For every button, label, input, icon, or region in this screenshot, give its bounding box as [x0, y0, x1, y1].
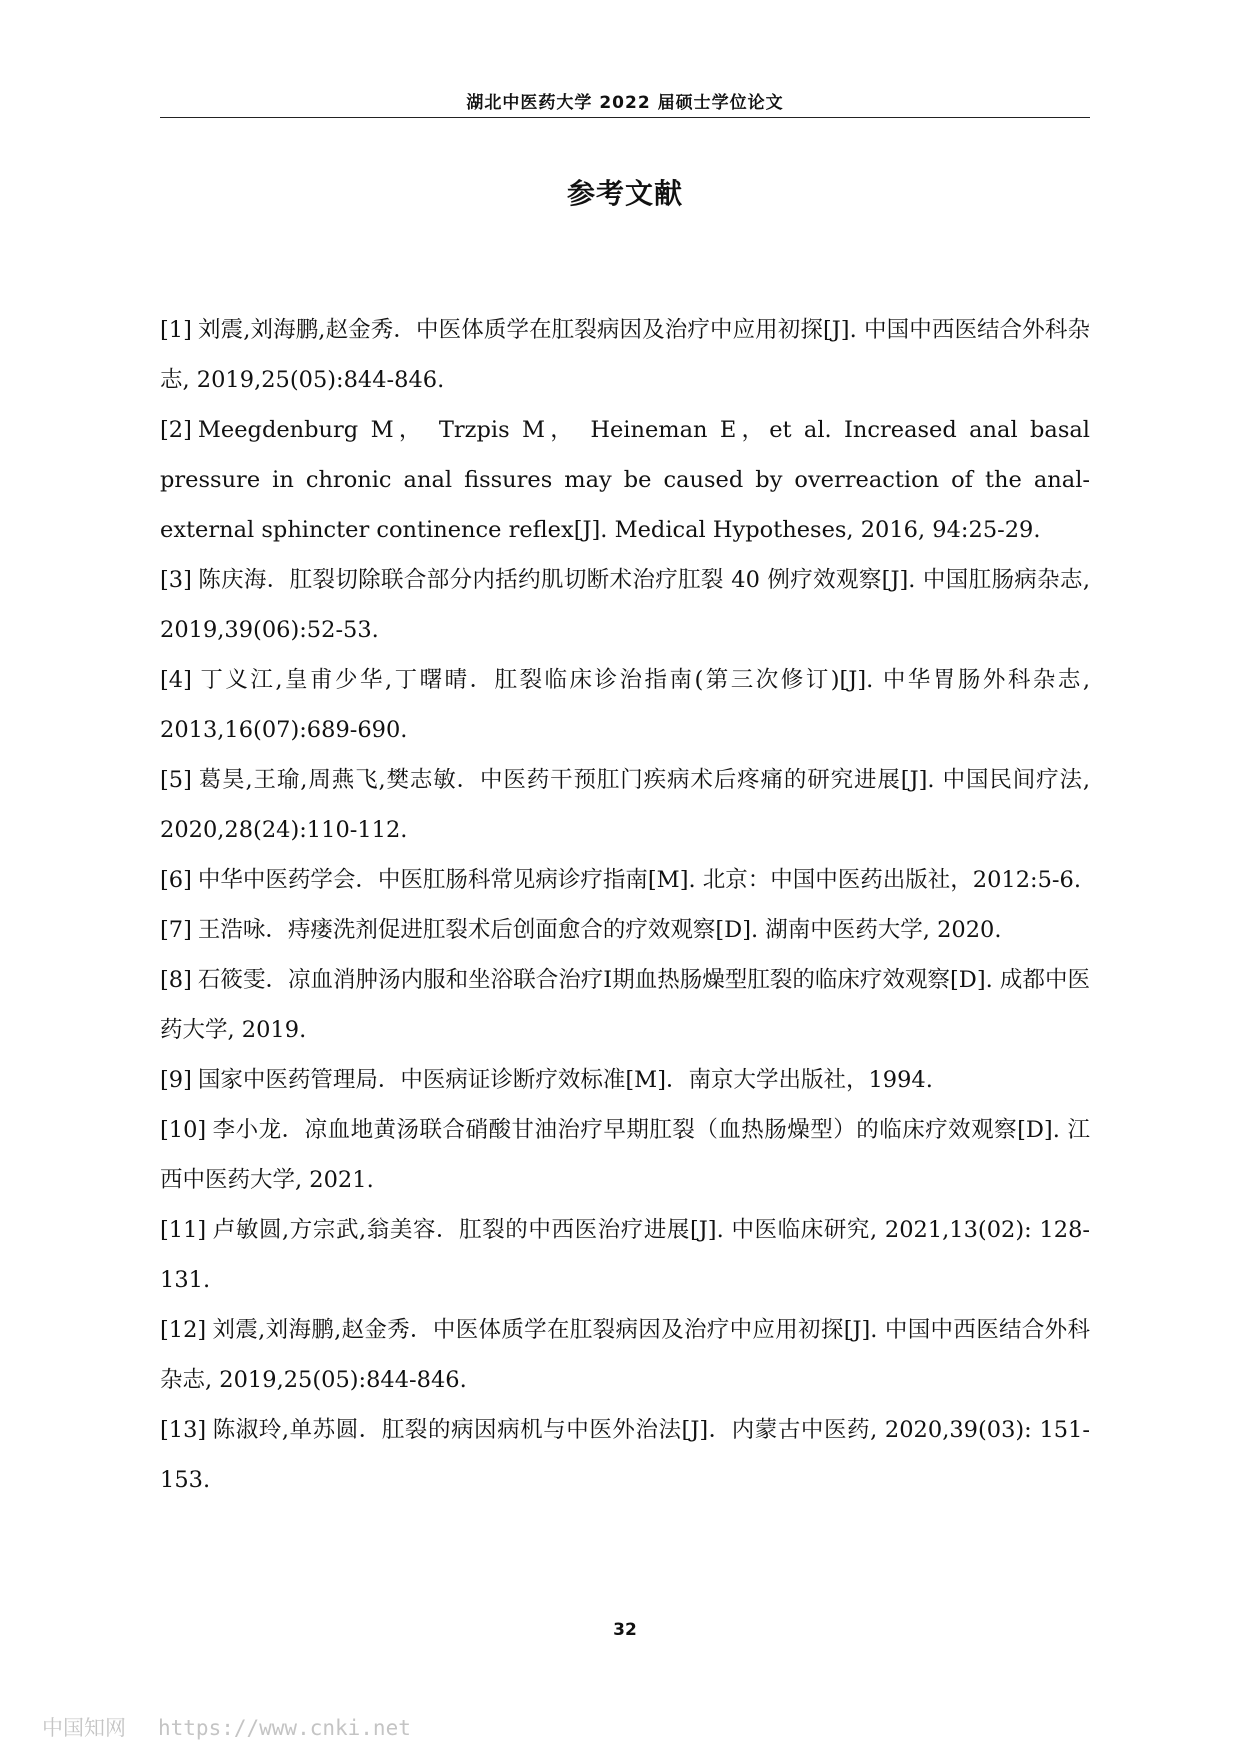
- reference-item: [160, 1205, 1090, 1305]
- reference-text: 王浩咏．痔瘘洗剂促进肛裂术后创面愈合的疗效观察[D]. 湖南中医药大学, 2020.: [197, 917, 1002, 943]
- reference-number: [7]: [160, 917, 192, 943]
- reference-text: Meegdenburg M， Trzpis M， Heineman E，et al. Increased anal basal pressure in chronic anal fissures may be caused by overreaction of the anal-external sphincter continence reflex[J]. Medical Hypotheses, 2016, 94:25-29.: [160, 417, 1090, 543]
- running-header: 湖北中医药大学 2022 届硕士学位论文: [466, 93, 784, 113]
- reference-number: [10]: [160, 1117, 207, 1143]
- reference-item: [160, 955, 1090, 1055]
- reference-number: [12]: [160, 1317, 207, 1343]
- reference-item: [160, 905, 1090, 955]
- reference-item: [160, 755, 1090, 855]
- reference-text: 石筱雯．凉血消肿汤内服和坐浴联合治疗Ⅰ期血热肠燥型肛裂的临床疗效观察[D]. 成都中医药大学, 2019.: [160, 967, 1090, 1043]
- reference-text: 陈淑玲,单苏圆．肛裂的病因病机与中医外治法[J]．内蒙古中医药, 2020,39(03): 151-153.: [160, 1417, 1090, 1493]
- reference-number: [3]: [160, 567, 192, 593]
- watermark: [42, 1712, 411, 1742]
- reference-item: [160, 655, 1090, 755]
- reference-number: [9]: [160, 1067, 192, 1093]
- reference-list: [160, 305, 1090, 1505]
- reference-text: 李小龙．凉血地黄汤联合硝酸甘油治疗早期肛裂（血热肠燥型）的临床疗效观察[D]. 江西中医药大学, 2021.: [160, 1117, 1090, 1193]
- reference-number: [11]: [160, 1217, 207, 1243]
- reference-number: [1]: [160, 317, 192, 343]
- reference-text: 刘震,刘海鹏,赵金秀．中医体质学在肛裂病因及治疗中应用初探[J]. 中国中西医结合外科杂志, 2019,25(05):844-846.: [160, 317, 1090, 393]
- reference-text: 刘震,刘海鹏,赵金秀．中医体质学在肛裂病因及治疗中应用初探[J]. 中国中西医结合外科杂志, 2019,25(05):844-846.: [160, 1317, 1090, 1393]
- reference-item: [160, 1305, 1090, 1405]
- reference-text: 卢敏圆,方宗武,翁美容．肛裂的中西医治疗进展[J]. 中医临床研究, 2021,13(02): 128-131.: [160, 1217, 1090, 1293]
- reference-item: [160, 405, 1090, 555]
- reference-text: 葛昊,王瑜,周燕飞,樊志敏．中医药干预肛门疾病术后疼痛的研究进展[J]. 中国民间疗法, 2020,28(24):110-112.: [160, 767, 1090, 843]
- reference-item: [160, 1405, 1090, 1505]
- reference-text: 中华中医药学会．中医肛肠科常见病诊疗指南[M]. 北京：中国中医药出版社，2012:5-6.: [197, 867, 1082, 893]
- reference-item: [160, 1105, 1090, 1205]
- section-title: 参考文献: [566, 177, 683, 210]
- reference-text: 陈庆海．肛裂切除联合部分内括约肌切断术治疗肛裂 40 例疗效观察[J]. 中国肛肠病杂志, 2019,39(06):52-53.: [160, 567, 1090, 643]
- watermark-url: https://www.cnki.net: [158, 1716, 411, 1740]
- reference-text: 丁义江,皇甫少华,丁曙晴．肛裂临床诊治指南(第三次修订)[J]. 中华胃肠外科杂志, 2013,16(07):689-690.: [160, 667, 1090, 743]
- reference-text: 国家中医药管理局．中医病证诊断疗效标准[M]．南京大学出版社，1994.: [197, 1067, 933, 1093]
- reference-number: [2]: [160, 417, 192, 443]
- reference-number: [5]: [160, 767, 192, 793]
- page-number: 32: [613, 1620, 637, 1640]
- reference-number: [6]: [160, 867, 192, 893]
- reference-number: [4]: [160, 667, 192, 693]
- reference-item: [160, 305, 1090, 405]
- reference-number: [13]: [160, 1417, 207, 1443]
- reference-item: [160, 855, 1090, 905]
- header-rule: [160, 117, 1090, 118]
- reference-item: [160, 555, 1090, 655]
- watermark-brand: 中国知网: [42, 1716, 126, 1740]
- reference-number: [8]: [160, 967, 192, 993]
- reference-item: [160, 1055, 1090, 1105]
